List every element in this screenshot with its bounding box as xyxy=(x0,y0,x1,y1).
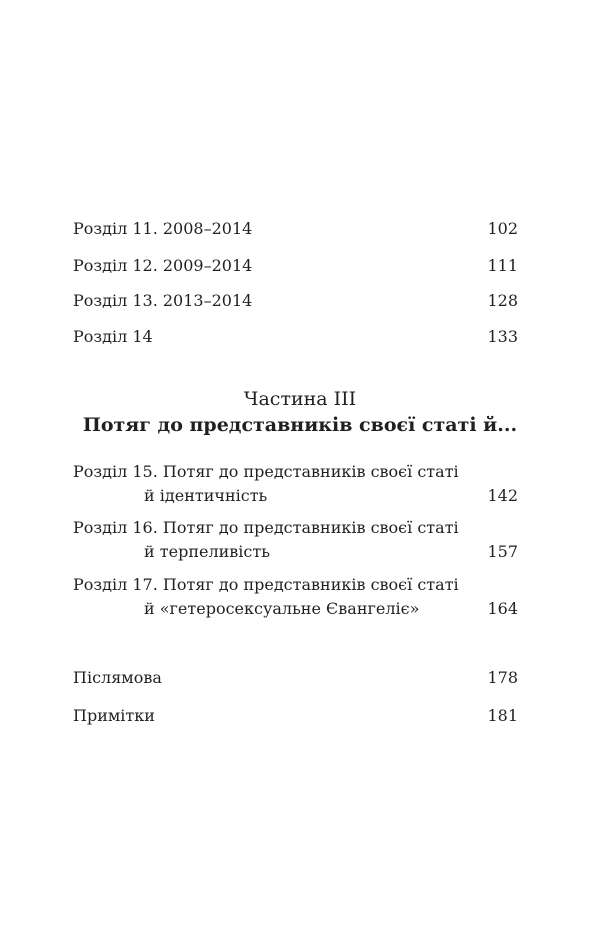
toc-entry-title-line2: й терпеливість xyxy=(144,542,270,561)
toc-entry-page: 133 xyxy=(487,327,518,346)
toc-entry-title: Розділ 12. 2009–2014 xyxy=(73,256,253,275)
toc-entry-title: Розділ 14 xyxy=(73,327,153,346)
toc-entry-page: 178 xyxy=(487,668,518,687)
toc-entry-chapter-13[interactable] xyxy=(73,291,518,311)
toc-entry-chapter-16-cont[interactable] xyxy=(73,542,518,562)
toc-entry-title-line1: Розділ 17. Потяг до представників своєї статі xyxy=(73,575,459,594)
toc-entry-title: Післямова xyxy=(73,668,162,687)
toc-entry-page: 102 xyxy=(487,219,518,238)
toc-entry-chapter-14[interactable] xyxy=(73,327,518,347)
toc-entry-page: 157 xyxy=(487,542,518,561)
part-title: Потяг до представників своєї статі й... xyxy=(82,414,518,436)
toc-entry-chapter-17-cont[interactable] xyxy=(73,599,518,619)
toc-entry-chapter-12[interactable] xyxy=(73,256,518,276)
toc-entry-page: 128 xyxy=(487,291,518,310)
toc-entry-title: Розділ 11. 2008–2014 xyxy=(73,219,253,238)
toc-entry-afterword[interactable] xyxy=(73,668,518,688)
toc-entry-title: Розділ 13. 2013–2014 xyxy=(73,291,253,310)
toc-entry-chapter-15-cont[interactable] xyxy=(73,486,518,506)
toc-entry-title-line2: й «гетеросексуальне Євангеліє» xyxy=(144,599,420,618)
toc-entry-title-line1: Розділ 15. Потяг до представників своєї статі xyxy=(73,462,459,481)
toc-entry-page: 142 xyxy=(487,486,518,505)
toc-entry-chapter-16[interactable] xyxy=(73,518,518,538)
toc-entry-chapter-15[interactable] xyxy=(73,462,518,482)
toc-entry-title: Примітки xyxy=(73,706,155,725)
toc-entry-title-line1: Розділ 16. Потяг до представників своєї статі xyxy=(73,518,459,537)
toc-entry-page: 111 xyxy=(487,256,518,275)
toc-entry-page: 164 xyxy=(487,599,518,618)
toc-entry-page: 181 xyxy=(487,706,518,725)
toc-entry-title-line2: й ідентичність xyxy=(144,486,268,505)
toc-entry-chapter-11[interactable] xyxy=(73,219,518,239)
toc-entry-notes[interactable] xyxy=(73,706,518,726)
part-label: Частина ІІІ xyxy=(243,388,357,410)
toc-entry-chapter-17[interactable] xyxy=(73,575,518,595)
